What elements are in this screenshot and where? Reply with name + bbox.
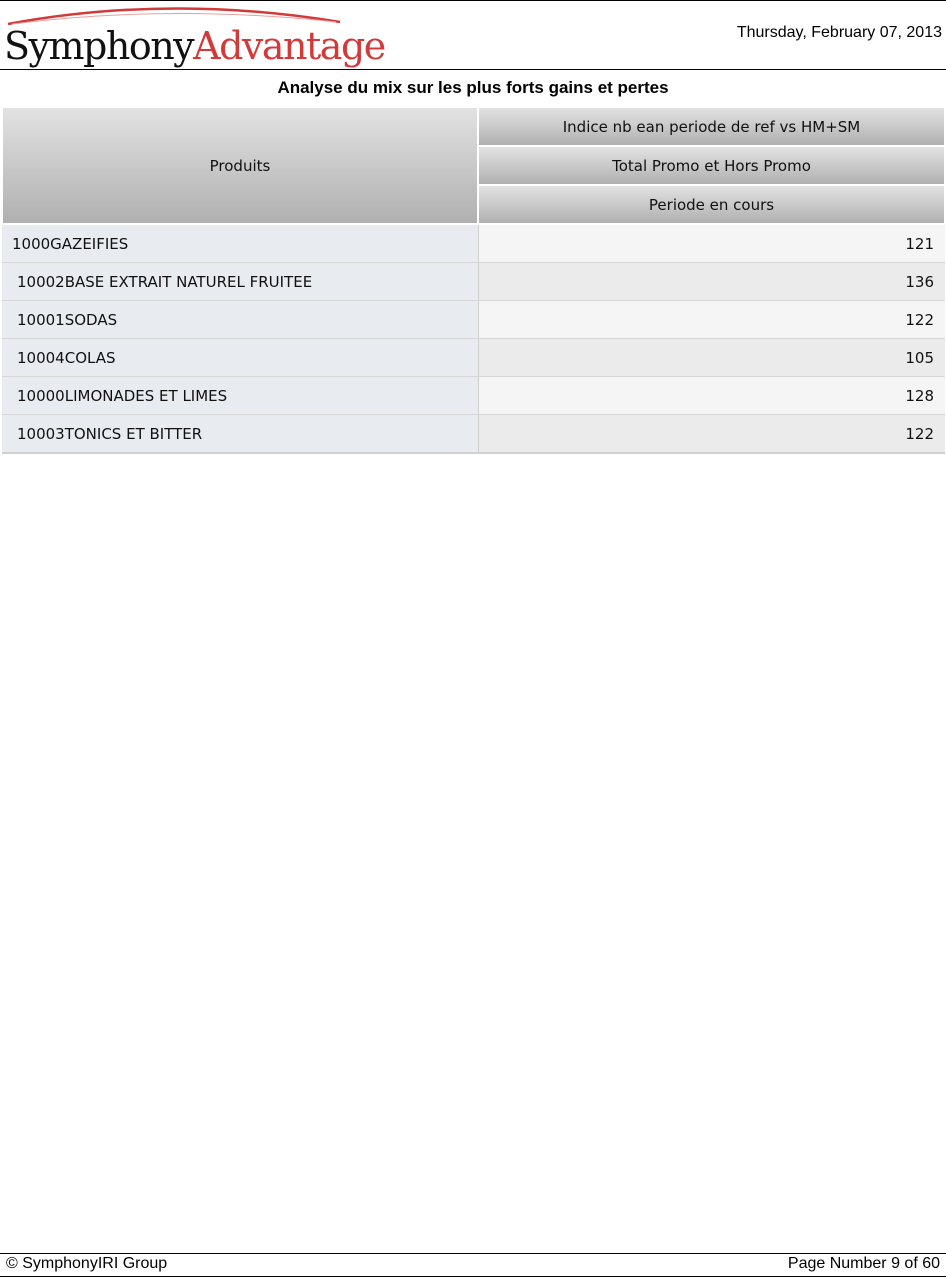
table-row: [2, 301, 945, 339]
table-row: [2, 415, 945, 454]
column-header-indice: Indice nb ean periode de ref vs HM+SM: [478, 107, 945, 146]
value-cell: 105: [478, 339, 945, 377]
footer-divider: [0, 1253, 946, 1254]
table-row: [2, 339, 945, 377]
product-cell: 10001SODAS: [2, 301, 478, 339]
report-title: Analyse du mix sur les plus forts gains et pertes: [277, 78, 669, 97]
value-cell: 128: [478, 377, 945, 415]
table-row: [2, 224, 945, 263]
value-cell: 121: [478, 224, 945, 263]
column-header-periode: Periode en cours: [478, 185, 945, 224]
logo-wordmark: [4, 22, 385, 70]
column-header-produits: Produits: [2, 107, 478, 224]
product-cell: 10000LIMONADES ET LIMES: [2, 377, 478, 415]
symphony-advantage-logo: [0, 2, 385, 68]
footer-bottom-rule: [0, 1276, 946, 1277]
header-divider: [0, 69, 946, 70]
product-cell: 10002BASE EXTRAIT NATUREL FRUITEE: [2, 263, 478, 301]
table-row: [2, 377, 945, 415]
products-table: [1, 106, 946, 454]
product-cell: 1000GAZEIFIES: [2, 224, 478, 263]
top-rule: [0, 0, 946, 1]
footer-page-number: Page Number 9 of 60: [787, 1255, 940, 1272]
value-cell: 136: [478, 263, 945, 301]
column-header-total-promo: Total Promo et Hors Promo: [478, 146, 945, 185]
logo-wordmark-advantage: Advantage: [193, 24, 385, 68]
product-cell: 10004COLAS: [2, 339, 478, 377]
value-cell: 122: [478, 415, 945, 454]
logo-wordmark-symphony: Symphony: [4, 24, 194, 68]
value-cell: 122: [478, 301, 945, 339]
report-date: Thursday, February 07, 2013: [736, 24, 942, 41]
table-row: [2, 263, 945, 301]
product-cell: 10003TONICS ET BITTER: [2, 415, 478, 454]
footer-copyright: © SymphonyIRI Group: [6, 1255, 168, 1272]
